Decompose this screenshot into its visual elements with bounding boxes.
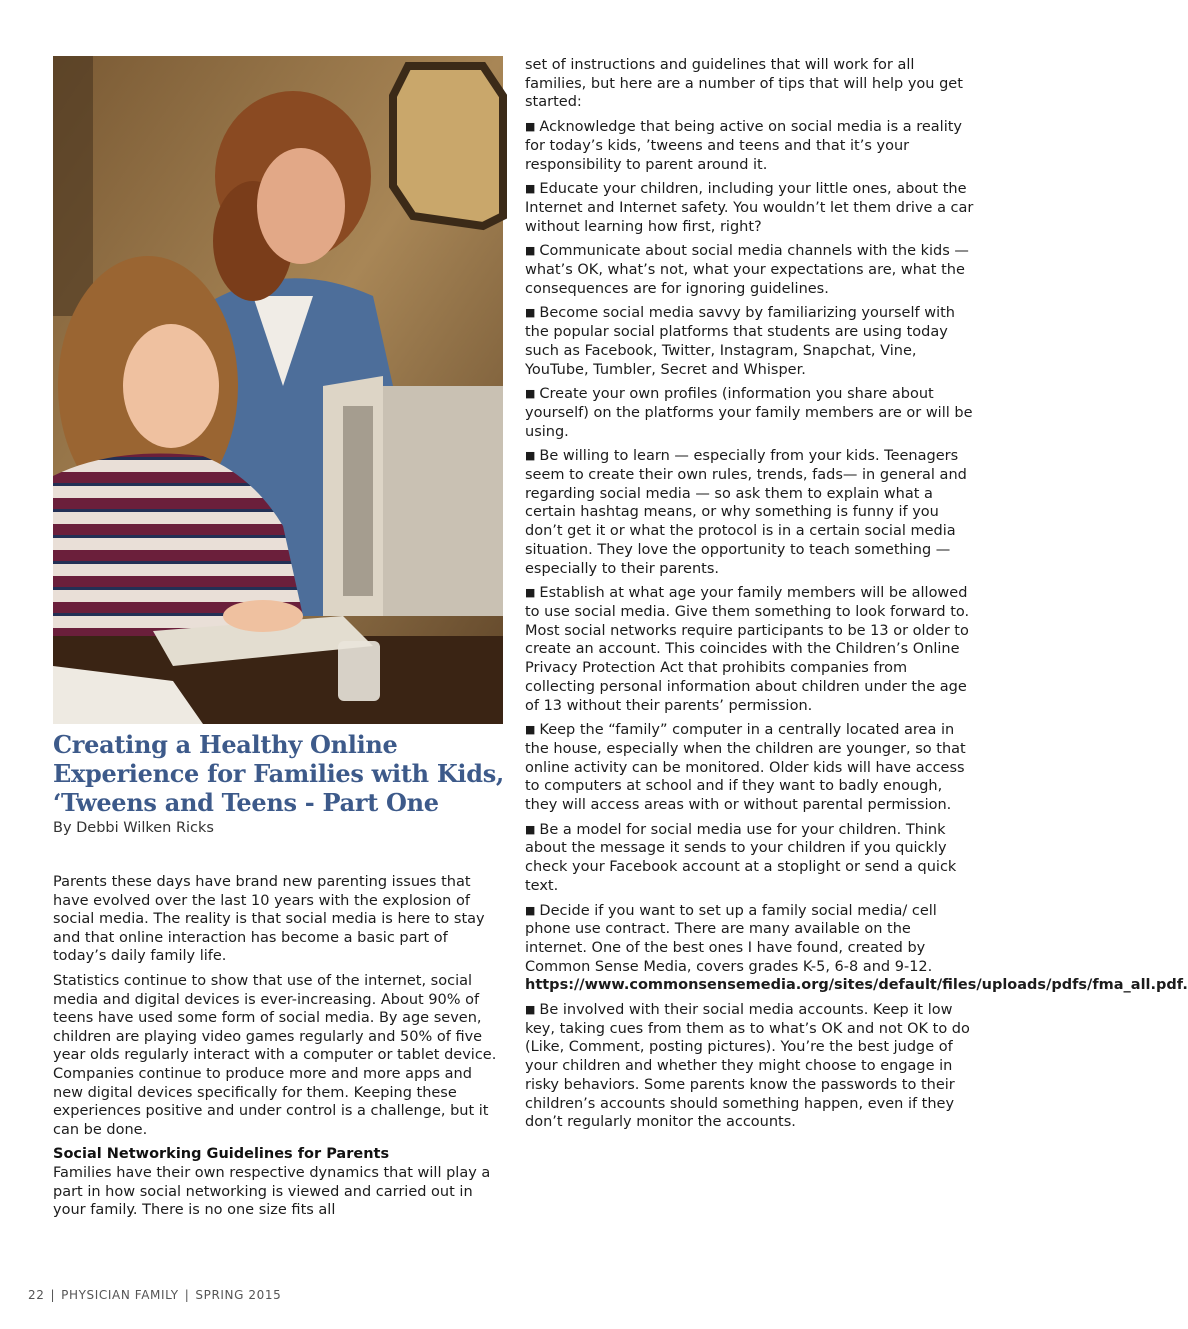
tip-item: ■ Be a model for social media use for your children. Think about the message it sends to your children if you quickly check your Facebook account at a stoplight or send a quick text. (525, 821, 957, 894)
tip-item: ■ Become social media savvy by familiarizing yourself with the popular social platforms that students are using today such as Facebook, Twitter, Instagram, Snapchat, Vine, YouTube, Tumbler, Secret and Whisper. (525, 305, 955, 378)
issue-label: SPRING 2015 (195, 1288, 282, 1302)
tip-item: ■ Acknowledge that being active on social media is a reality for today’s kids, ’tweens and teens and that it’s your responsibility to parent around it. (525, 119, 962, 173)
bullet-icon: ■ (525, 182, 536, 196)
page-footer (28, 1288, 281, 1302)
tip-item: ■ Establish at what age your family members will be allowed to use social media. Give them something to look forward to. Most social networks require participants to be 13 or older to create an account. This coincides with the Children’s Online Privacy Protection Act that prohibits companies from collecting personal information about children under the age of 13 without their parents’ permission. (525, 585, 970, 714)
tips-intro: set of instructions and guidelines that will work for all families, but here are a number of tips that will help you get started: (525, 57, 963, 111)
tip-item: ■ Keep the “family” computer in a centrally located area in the house, especially when the children are younger, so that online activity can be monitored. Older kids will have access to computers at school and if they want to badly enough, they will access areas with or without parental permission. (525, 722, 966, 814)
article-title: Creating a Healthy Online Experience for Families with Kids, ‘Tweens and Teens - Part One (53, 730, 504, 817)
bullet-icon: ■ (525, 449, 536, 463)
tip-item: ■ Educate your children, including your little ones, about the Internet and Internet safety. You wouldn’t let them drive a car without learning how first, right? (525, 181, 974, 235)
section-heading: Social Networking Guidelines for Parents (53, 1146, 390, 1163)
bullet-icon: ■ (525, 723, 536, 737)
bullet-icon: ■ (525, 120, 536, 134)
tip-item: ■ Create your own profiles (information you share about yourself) on the platforms your family members are or will be using. (525, 386, 973, 440)
bullet-icon: ■ (525, 586, 536, 600)
tip-item: ■ Be involved with their social media accounts. Keep it low key, taking cues from them as to what’s OK and not OK to do (Like, Comment, posting pictures). You’re the best judge of your children and whether they might choose to engage in risky behaviors. Some parents know the passwords to their children’s accounts should something happen, even if they don’t regularly monitor the accounts. (525, 1002, 970, 1131)
byline: By Debbi Wilken Ricks (53, 820, 214, 836)
article-photo (53, 56, 503, 724)
contract-link[interactable]: https://www.commonsensemedia.org/sites/default/files/uploads/pdfs/fma_all.pdf. (525, 977, 1188, 994)
right-column (525, 56, 1188, 1138)
statistics-paragraph: Statistics continue to show that use of the internet, social media and digital devices is ever-increasing. About 90% of teens have used some form of social media. By age seven, children are playing video games regularly and 50% of five year olds regularly interact with a computer or tablet device. Companies continue to produce more and more apps and new digital devices specifically for them. Keeping these experiences positive and under control is a challenge, but it can be done. (53, 972, 497, 1138)
bullet-icon: ■ (525, 306, 536, 320)
tip-item: ■ Communicate about social media channels with the kids — what’s OK, what’s not, what your expectations are, what the consequences are for ignoring guidelines. (525, 243, 969, 297)
page-number: 22 (28, 1288, 45, 1302)
bullet-icon: ■ (525, 903, 536, 917)
bullet-icon: ■ (525, 1003, 536, 1017)
left-column (53, 873, 501, 1226)
section-intro: Families have their own respective dynamics that will play a part in how social networking is viewed and carried out in your family. There is no one size fits all (53, 1164, 491, 1219)
tip-item: ■ Be willing to learn — especially from your kids. Teenagers seem to create their own rules, trends, fads— in general and regarding social media — so ask them to explain what a certain hashtag means, or why something is funny if you don’t get it or what the protocol is in a certain social media situation. They love the opportunity to teach something — especially to their parents. (525, 448, 967, 577)
intro-paragraph: Parents these days have brand new parenting issues that have evolved over the last 10 years with the explosion of social media. The reality is that social media is here to stay and that online interaction has become a basic part of today’s daily family life. (53, 874, 485, 965)
footer-separator: | (50, 1288, 56, 1302)
bullet-icon: ■ (525, 822, 536, 836)
footer-separator: | (184, 1288, 190, 1302)
publication-name: PHYSICIAN FAMILY (61, 1288, 179, 1302)
tip-item-contract: ■ Decide if you want to set up a family social media/ cell phone use contract. There are many available on the internet. One of the best ones I have found, created by Common Sense Media, covers grades K-5, 6-8 and 9-12. https://www.commonsensemedia.org/sites/default/files/uploads/pdfs/fma_all.pdf. (525, 902, 1188, 994)
bullet-icon: ■ (525, 387, 536, 401)
bullet-icon: ■ (525, 244, 536, 258)
